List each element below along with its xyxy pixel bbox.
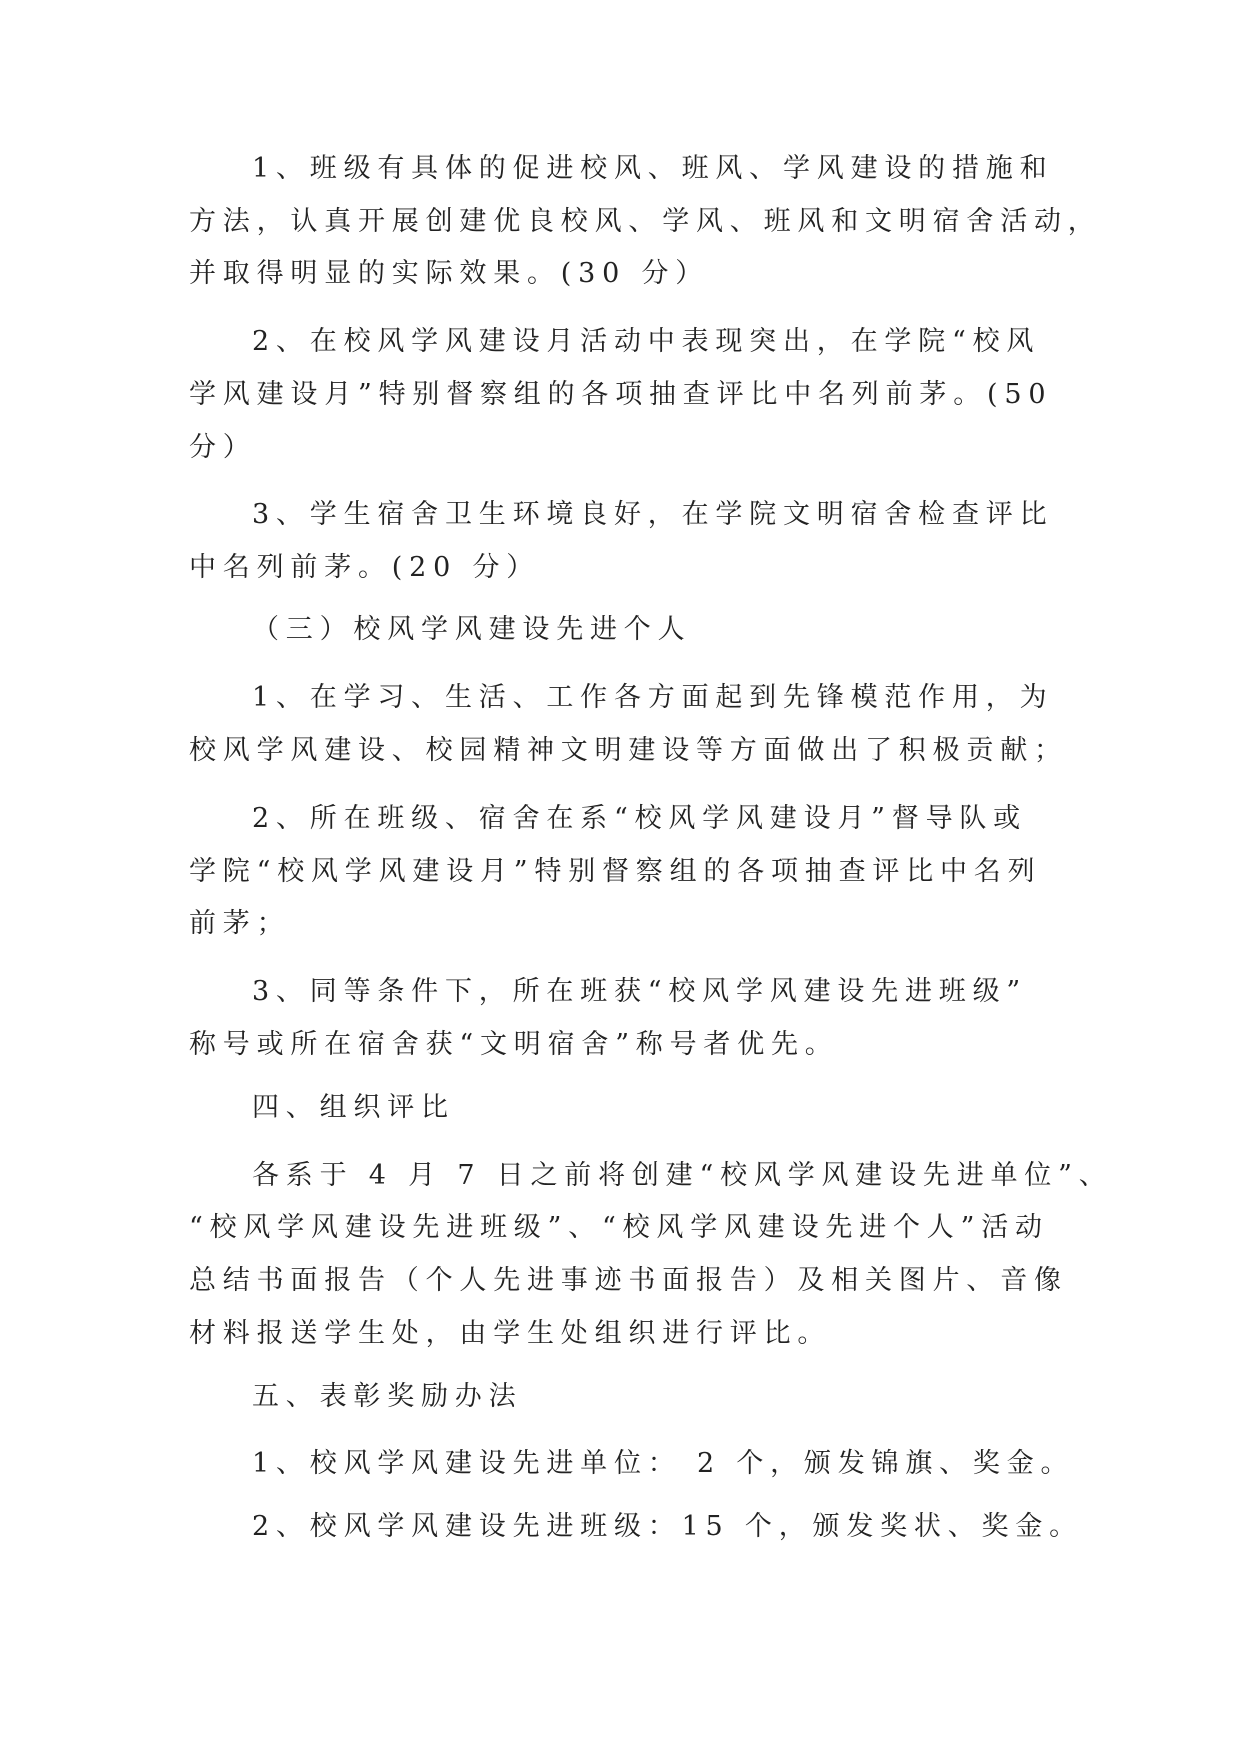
text-line: 校风学风建设、校园精神文明建设等方面做出了积极贡献；	[189, 735, 1068, 766]
section-heading: （三）校风学风建设先进个人	[252, 614, 692, 645]
text-line: “校风学风建设先进班级”、“校风学风建设先进个人”活动	[189, 1212, 1049, 1243]
text-line: 3、学生宿舍卫生环境良好，在学院文明宿舍检查评比	[252, 499, 1054, 530]
text-line: 总结书面报告（个人先进事迹书面报告）及相关图片、音像	[189, 1265, 1068, 1296]
text-line: 2、在校风学风建设月活动中表现突出，在学院“校风	[252, 326, 1041, 357]
text-line: 分）	[189, 432, 257, 463]
section-heading: 五、表彰奖励办法	[252, 1381, 523, 1412]
text-line: 称号或所在宿舍获“文明宿舍”称号者优先。	[189, 1029, 839, 1060]
text-line: 1、班级有具体的促进校风、班风、学风建设的措施和	[252, 153, 1054, 184]
text-line: 3、同等条件下，所在班获“校风学风建设先进班级”	[252, 976, 1027, 1007]
text-line: 学风建设月”特别督察组的各项抽查评比中名列前茅。(50	[189, 379, 1053, 410]
text-line: 学院“校风学风建设月”特别督察组的各项抽查评比中名列	[189, 856, 1042, 887]
text-line: 中名列前茅。(20 分）	[189, 552, 541, 583]
text-line: 并取得明显的实际效果。(30 分）	[189, 258, 710, 289]
text-line: 1、校风学风建设先进单位： 2 个，颁发锦旗、奖金。	[252, 1448, 1075, 1479]
text-line: 2、校风学风建设先进班级：15 个，颁发奖状、奖金。	[252, 1511, 1083, 1542]
text-line: 前茅；	[189, 908, 291, 939]
section-heading: 四、组织评比	[252, 1092, 455, 1123]
text-line: 各系于 4 月 7 日之前将创建“校风学风建设先进单位”、	[252, 1160, 1113, 1191]
text-line: 方法，认真开展创建优良校风、学风、班风和文明宿舍活动，	[189, 206, 1102, 237]
text-line: 2、所在班级、宿舍在系“校风学风建设月”督导队或	[252, 803, 1027, 834]
text-line: 1、在学习、生活、工作各方面起到先锋模范作用，为	[252, 682, 1054, 713]
text-line: 材料报送学生处，由学生处组织进行评比。	[189, 1318, 832, 1349]
